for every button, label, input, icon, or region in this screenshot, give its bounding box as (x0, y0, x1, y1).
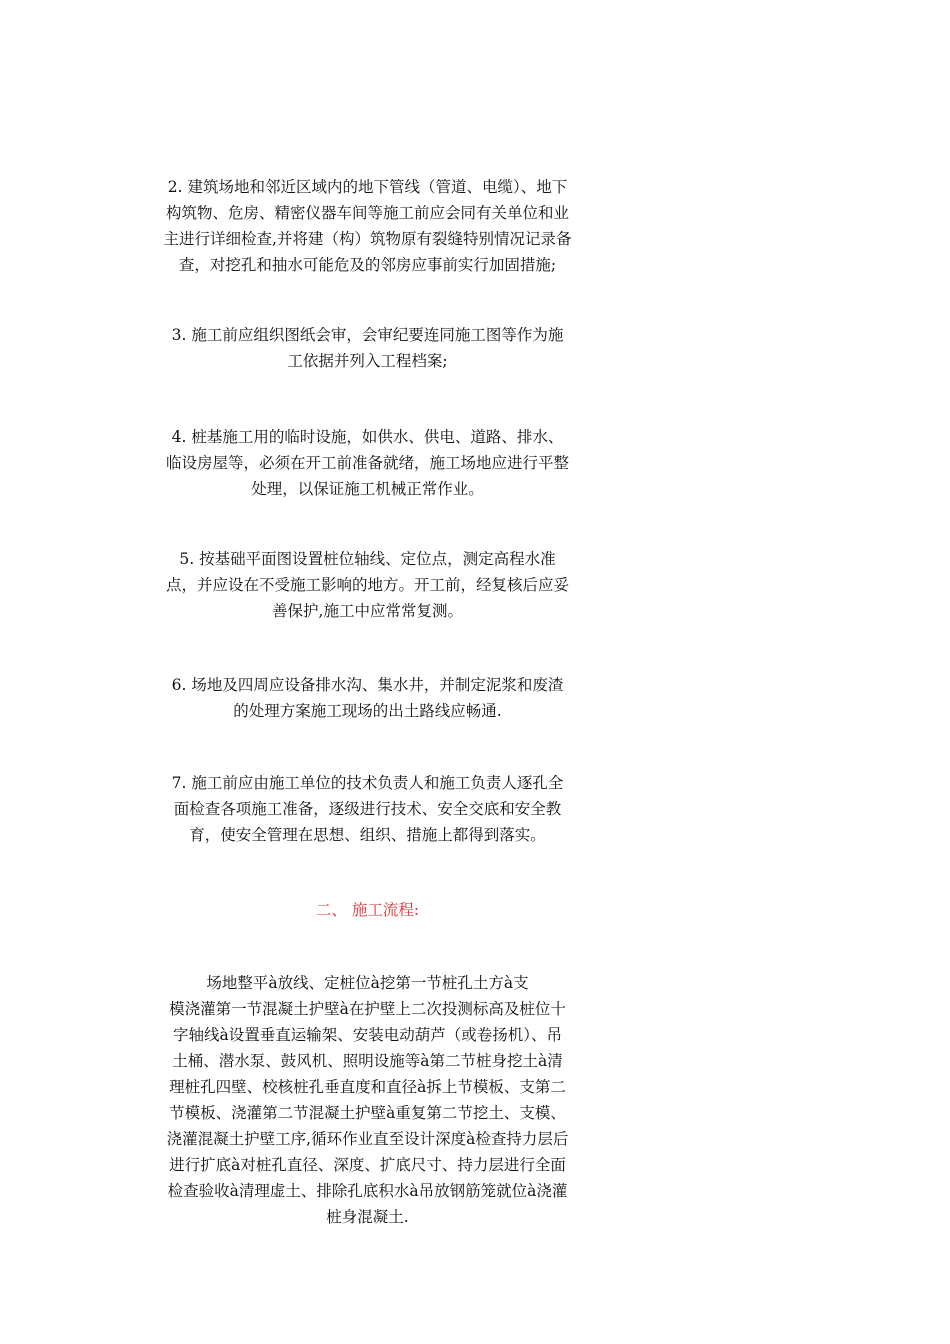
section-heading: 二、 施工流程: (315, 901, 420, 919)
paragraph-item-2: 2. 建筑场地和邻近区域内的地下管线（管道、电缆）、地下 构筑物、危房、精密仪器车间等施工前应会同有关单位和业 主进行详细检查,并将建（构）筑物原有裂缝特别情况记录备 查，对挖孔和抽水可能危及的邻房应事前实行加固措施; (163, 178, 572, 274)
construction-flow-paragraph: 场地整平à放线、定桩位à挖第一节桩孔土方à支 模浇灌第一节混凝土护壁à在护壁上二次投测标高及桩位十 字轴线à设置垂直运输架、安装电动葫芦（或卷扬机）、吊 土桶、潜水泵、鼓风机、照明设施等à第二节桩身挖土à清 理桩孔四壁、校核桩孔垂直度和直径à拆上节模板、支第二 节模板、浇灌第二节混凝土护壁à重复第二节挖土、支模、 浇灌混凝土护壁工序,循环作业直至设计深度à检查持力层后 进行扩底à对桩孔直径、深度、扩底尺寸、持力层进行全面 检查验收à清理虚土、排除孔底积水à吊放钢筋笼就位à浇灌 桩身混凝土. (166, 974, 569, 1226)
paragraph-item-6: 6. 场地及四周应设备排水沟、集水井，并制定泥浆和废渣 的处理方案施工现场的出土路线应畅通. (171, 676, 564, 720)
paragraph-item-5: 5. 按基础平面图设置桩位轴线、定位点，测定高程水准 点，并应设在不受施工影响的地方。开工前，经复核后应妥 善保护,施工中应常常复测。 (165, 550, 569, 620)
paragraph-item-7: 7. 施工前应由施工单位的技术负责人和施工负责人逐孔全 面检查各项施工准备，逐级进行技术、安全交底和安全教 育，使安全管理在思想、组织、措施上都得到落实。 (171, 774, 564, 844)
paragraph-item-3: 3. 施工前应组织图纸会审，会审纪要连同施工图等作为施 工依据并列入工程档案; (171, 326, 564, 370)
paragraph-item-4: 4. 桩基施工用的临时设施，如供水、供电、道路、排水、 临设房屋等，必须在开工前准备就绪，施工场地应进行平整 处理，以保证施工机械正常作业。 (165, 428, 569, 498)
